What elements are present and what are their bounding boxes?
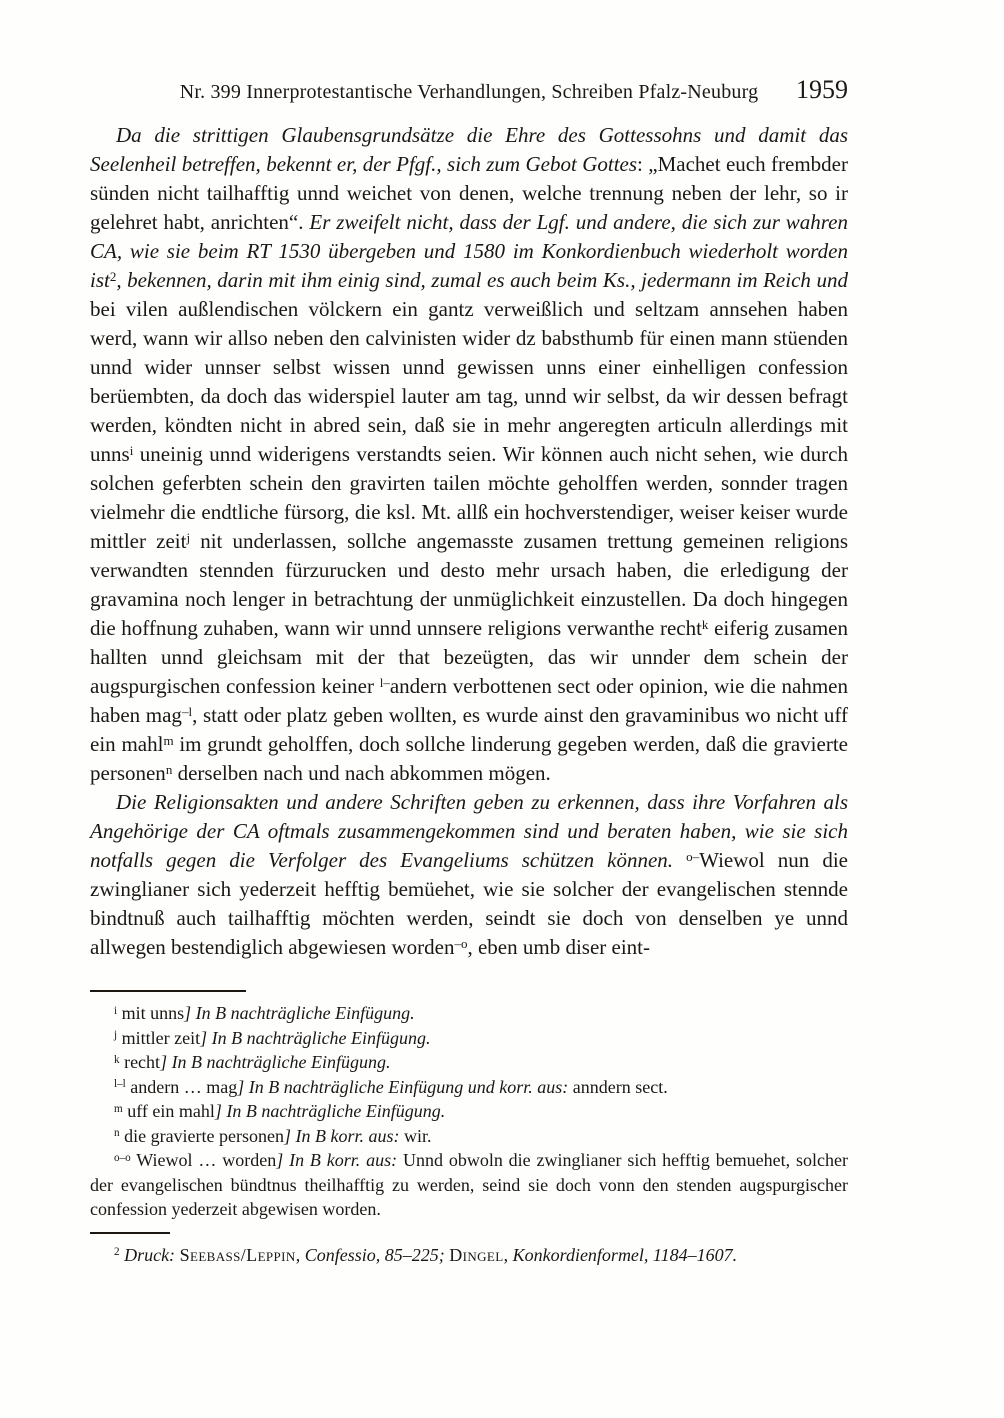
text-run: Da die strittigen Glaubensgrundsätze die Ehre des Gottessohns und damit das Seelenheil betreffen, bekennt er, der Pfgf., sich zum Gebot Gottes — [90, 123, 848, 176]
text-run: Dingel — [449, 1244, 504, 1265]
text-run: derselben nach und nach abkommen mögen. — [172, 761, 551, 785]
apparatus-note — [90, 1124, 848, 1149]
text-run: Unnd obwoln die zwinglianer sich hefftig bemuehet, solcher der evangelischen bündtnus theilhafftig zu werden, seind sie doch vonn den stenden augspurgischer confession yederzeit abgewisen worden. — [90, 1150, 848, 1219]
apparatus-note — [90, 1026, 848, 1051]
text-run: , statt oder platz geben wollten, es wurde ainst den gravaminibus wo nicht uff ein mahl — [90, 703, 849, 756]
footnote — [90, 1243, 848, 1268]
paragraph — [90, 121, 848, 788]
apparatus-note — [90, 1075, 848, 1100]
text-run: ] In B nachträgliche Einfügung. — [184, 1003, 415, 1023]
text-run: , bekennen, darin mit ihm einig sind, zumal es auch beim Ks., jedermann im Reich und — [116, 268, 848, 292]
text-run: uneinig unnd widerigens verstandts seien. Wir können auch nicht sehen, wie durch solchen geferbten schein den gravirten tailen möchte geholffen werden, sonnder tragen vielmehr die endtliche fürsorg, die ksl. Mt. allß ein hochverstendiger, weiser keiser wurde mittler zeit — [90, 442, 848, 553]
text-run: ] In B nachträgliche Einfügung und korr. aus: — [237, 1076, 569, 1097]
text-run: nit underlassen, sollche angemasste zusamen trettung gemeinen religions verwandten stennden fürzurucken und desto mehr ursach haben, die erledigung der gravamina noch lenger in betrachtung der unmüglichkeit einzustellen. Da doch hingegen die hoffnung zuhaben, wann wir unnd unnsere religions verwanthe recht — [90, 529, 848, 640]
footnote-marker: k — [701, 616, 709, 632]
footnote-separator-rule — [90, 1232, 170, 1234]
footnote-marker: n — [114, 1127, 120, 1140]
text-run: uff ein mahl — [122, 1101, 215, 1121]
running-title: Nr. 399 Innerprotestantische Verhandlungen, Schreiben Pfalz-Neuburg — [179, 81, 759, 103]
text-run: im grundt geholffen, doch sollche linderung gegeben werden, daß die gravierte personen — [90, 732, 848, 785]
text-run: , eben umb diser eint- — [467, 935, 651, 959]
text-run: mittler zeit — [117, 1027, 201, 1048]
text-run: wir. — [399, 1125, 432, 1146]
text-run: eiferig zusamen hallten unnd gleichsam mit der that bezeügten, das wir unnder dem schein der augspurgischen confession keiner — [90, 616, 848, 698]
text-run: Konkordienformel, 1184–1607. — [512, 1244, 738, 1265]
footnote-marker: –l — [181, 703, 193, 719]
text-run: ] In B nachträgliche Einfügung. — [214, 1101, 446, 1121]
text-run: die gravierte personen — [119, 1125, 285, 1146]
footnote-marker: i — [114, 1004, 118, 1017]
footnote-marker: 2 — [109, 268, 117, 284]
footnote-section — [90, 1243, 848, 1268]
footnote-marker: o–o — [114, 1151, 131, 1164]
footnote-marker: n — [165, 761, 173, 777]
footnote-marker: k — [114, 1053, 120, 1066]
text-run: , — [503, 1244, 513, 1265]
footnote-marker: m — [114, 1102, 123, 1115]
text-run: : „Machet euch frembder sünden nicht tailhafftig unnd weichet von denen, welche trennung neben der lehr, so ir gelehret habt, anrichten“. — [90, 152, 848, 234]
apparatus-separator-rule — [90, 990, 246, 992]
footnote-marker: 2 — [114, 1246, 120, 1259]
text-run: Er zweifelt nicht, dass der Lgf. und andere, die sich zur wahren CA, wie sie beim RT 1530 übergeben und 1580 im Konkordienbuch wiederholt worden ist — [90, 210, 848, 292]
text-run: bei vilen außlendischen völckern ein gantz verweißlich und seltzam annsehen haben werd, wann wir allso neben den calvinisten wider dz babsthumb für einen mann stüenden unnd wider unnser selbst wissen unnd gewissen unns einer einhelligen confession berüembten, da doch das widerspiel lauter am tag, unnd wir selbst, da wir dessen befragt werden, köndten nicht in abred sein, daß sie in mehr angeregten articuln allerdings mit unns — [90, 297, 848, 466]
footnote-marker: l–l — [114, 1078, 126, 1091]
text-run: ] In B nachträgliche Einfügung. — [200, 1027, 431, 1048]
text-run: mit unns — [117, 1003, 185, 1023]
footnote-marker: i — [129, 442, 134, 458]
footnote-marker: o– — [686, 848, 700, 864]
text-run: Seebass/Leppin — [179, 1244, 296, 1265]
text-run: Druck: — [119, 1244, 180, 1265]
text-run: anndern sect. — [568, 1076, 668, 1097]
footnote-marker: –o — [454, 935, 468, 951]
text-run: ] In B nachträgliche Einfügung. — [160, 1052, 391, 1072]
text-run: andern verbottenen sect oder opinion, wie die nahmen haben mag — [90, 674, 849, 727]
text-run: recht — [119, 1052, 161, 1072]
footnote-marker: j — [114, 1029, 118, 1042]
critical-apparatus — [90, 1001, 848, 1222]
text-run: andern … mag — [125, 1076, 238, 1097]
running-header — [90, 75, 848, 108]
text-run: ] In B korr. aus: — [284, 1125, 400, 1146]
text-run: ] In B korr. aus: — [276, 1150, 398, 1170]
text-run: Die Religionsakten und andere Schriften geben zu erkennen, dass ihre Vorfahren als Angehörige der CA oftmals zusammengekommen sind und beraten haben, wie sie sich notfalls gegen die Verfolger des Evangeliums schützen können. — [90, 790, 848, 872]
text-run: Wiewol … worden — [130, 1150, 277, 1170]
paragraph — [90, 788, 848, 962]
footnote-marker: j — [186, 529, 191, 545]
text-run: Confessio, 85–225; — [304, 1244, 450, 1265]
page-number: 1959 — [796, 75, 848, 104]
text-run: , — [295, 1244, 305, 1265]
apparatus-note — [90, 1001, 848, 1026]
apparatus-note — [90, 1099, 848, 1124]
main-text — [90, 121, 848, 962]
apparatus-note — [90, 1050, 848, 1075]
footnote-marker: l– — [379, 674, 390, 690]
text-run: Wiewol nun die zwinglianer sich yederzeit hefftig bemüehet, wie sie solcher der evangelischen stennde bindtnuß auch tailhafftig möchten werden, seindt sie doch von denselben ye unnd allwegen bestendiglich abgewiesen worden — [90, 848, 848, 959]
footnote-marker: m — [163, 732, 174, 748]
apparatus-note — [90, 1148, 848, 1222]
